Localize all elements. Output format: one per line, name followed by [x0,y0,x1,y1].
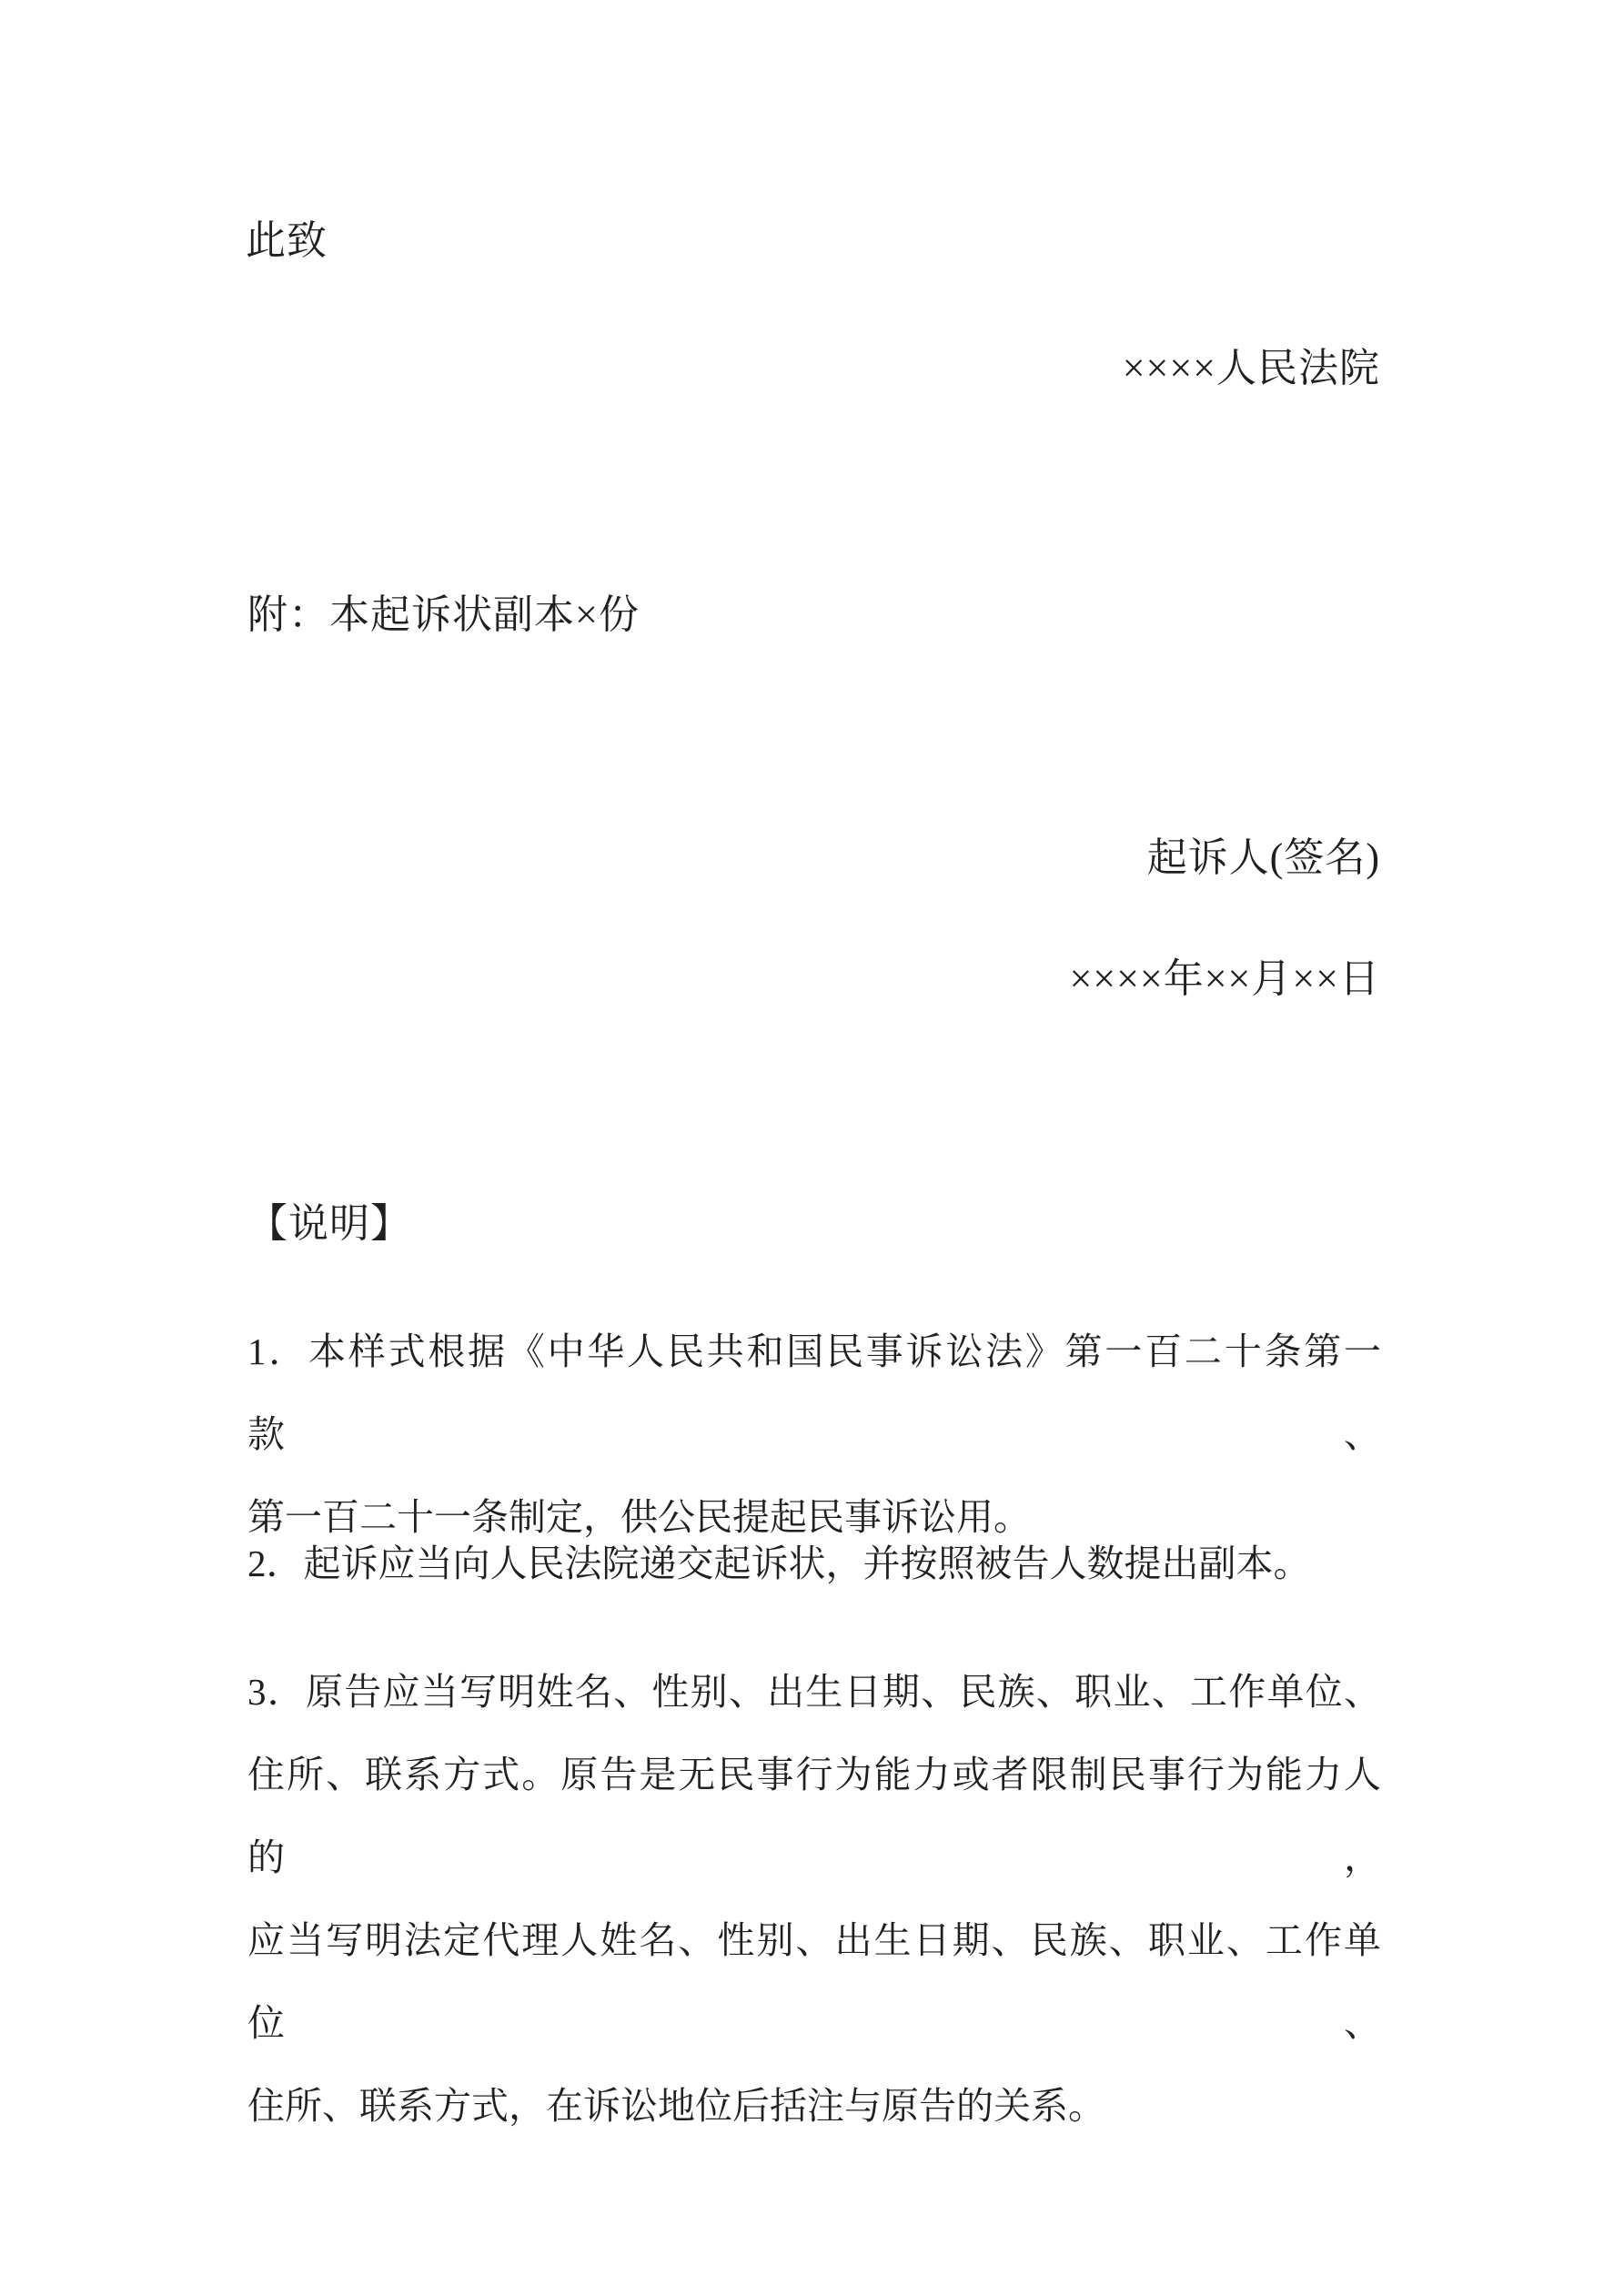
note-line: 第一百二十一条制定，供公民提起民事诉讼用。 [247,1496,1031,1538]
note-line: 住所、联系方式，在诉讼地位后括注与原告的关系。 [247,2085,1105,2127]
note-line: 应当写明法定代理人姓名、性别、出生日期、民族、职业、工作单位、 [247,1919,1381,2044]
note-item-3 [247,1651,1381,2148]
note-line: 1．本样式根据《中华人民共和国民事诉讼法》第一百二十条第一款、 [247,1330,1381,1455]
plaintiff-signature-line: 起诉人(签名) [1146,835,1380,880]
notes-heading: 【说明】 [247,1201,411,1246]
court-name-line: ××××人民法院 [1122,346,1380,390]
note-line: 住所、联系方式。原告是无民事行为能力或者限制民事行为能力人的， [247,1754,1381,1878]
note-line: 3．原告应当写明姓名、性别、出生日期、民族、职业、工作单位、 [247,1671,1381,1713]
note-item-2 [247,1522,1381,1605]
closing-salute: 此致 [246,218,328,263]
attachment-note: 附：本起诉状副本×份 [247,592,640,637]
note-line: 2．起诉应当向人民法院递交起诉状，并按照被告人数提出副本。 [247,1542,1311,1584]
filing-date-line: ××××年××月××日 [1069,956,1380,1001]
